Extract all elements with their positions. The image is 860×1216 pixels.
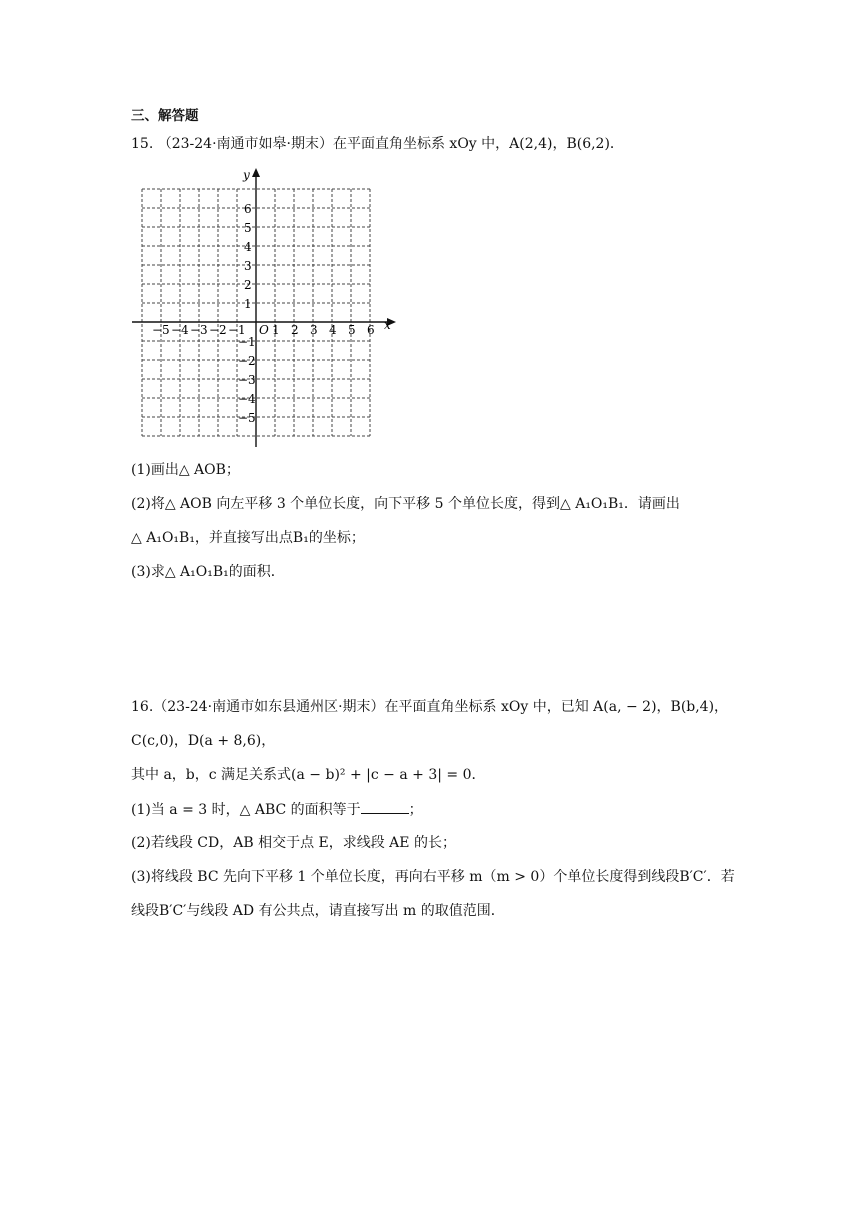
y-tick-label: 3	[244, 259, 252, 273]
coordinate-grid-svg	[128, 165, 398, 450]
y-tick-label: −5	[238, 411, 256, 425]
y-tick-label: −4	[238, 392, 256, 406]
q16-part1-text: (1)当 a = 3 时，△ ABC 的面积等于	[131, 802, 361, 818]
y-tick-label: 6	[244, 202, 252, 216]
y-tick-label: −3	[238, 373, 256, 387]
x-tick-label: 1	[272, 323, 280, 337]
x-tick-label: −5	[152, 323, 170, 337]
coordinate-grid	[128, 165, 398, 450]
x-tick-label: −4	[171, 323, 189, 337]
x-tick-label: 3	[310, 323, 318, 337]
x-tick-label: 5	[348, 323, 356, 337]
x-tick-label: −1	[228, 323, 246, 337]
q16-part1	[131, 799, 423, 820]
section-title: 三、解答题	[131, 108, 199, 124]
x-tick-label: −2	[209, 323, 227, 337]
y-tick-label: −1	[238, 335, 256, 349]
y-tick-label: −2	[238, 354, 256, 368]
y-axis-arrow	[252, 168, 260, 177]
x-tick-label: −3	[190, 323, 208, 337]
q15-part3: (3)求△ A₁O₁B₁的面积．	[131, 564, 285, 580]
q16-part3-line2: 线段B′C′与线段 AD 有公共点，请直接写出 m 的取值范围．	[131, 903, 505, 919]
q16-part1-end: ；	[408, 802, 423, 818]
q16-condition: 其中 a，b，c 满足关系式(a − b)² + |c − a + 3| = 0．	[131, 767, 486, 783]
y-tick-label: 1	[244, 297, 252, 311]
q15-part1: (1)画出△ AOB；	[131, 462, 240, 478]
y-tick-label: 4	[244, 240, 252, 254]
origin-label: O	[259, 323, 269, 337]
y-axis-label: y	[243, 168, 250, 182]
q16-part3-line1: (3)将线段 BC 先向下平移 1 个单位长度，再向右平移 m（m > 0）个单位长度得到线段B′C′．若	[131, 869, 735, 885]
x-tick-label: 2	[291, 323, 299, 337]
q16-part2: (2)若线段 CD，AB 相交于点 E，求线段 AE 的长；	[131, 835, 456, 851]
x-tick-label: 6	[367, 323, 375, 337]
x-axis-label: x	[384, 318, 391, 332]
x-tick-label: 4	[329, 323, 337, 337]
q16-stem-line1: 16.（23-24·南通市如东县通州区·期末）在平面直角坐标系 xOy 中，已知 A(a, − 2)，B(b,4)，	[131, 699, 729, 715]
q15-stem: 15. （23-24·南通市如皋·期末）在平面直角坐标系 xOy 中，A(2,4)，B(6,2)．	[131, 136, 624, 152]
answer-blank	[361, 799, 409, 814]
y-tick-label: 5	[244, 221, 252, 235]
q16-stem-line2: C(c,0)，D(a + 8,6)，	[131, 733, 276, 749]
y-tick-label: 2	[244, 278, 252, 292]
q15-part2-line2: △ A₁O₁B₁，并直接写出点B₁的坐标；	[131, 530, 365, 546]
q15-part2-line1: (2)将△ AOB 向左平移 3 个单位长度，向下平移 5 个单位长度，得到△ A₁O₁B₁．请画出	[131, 496, 680, 512]
